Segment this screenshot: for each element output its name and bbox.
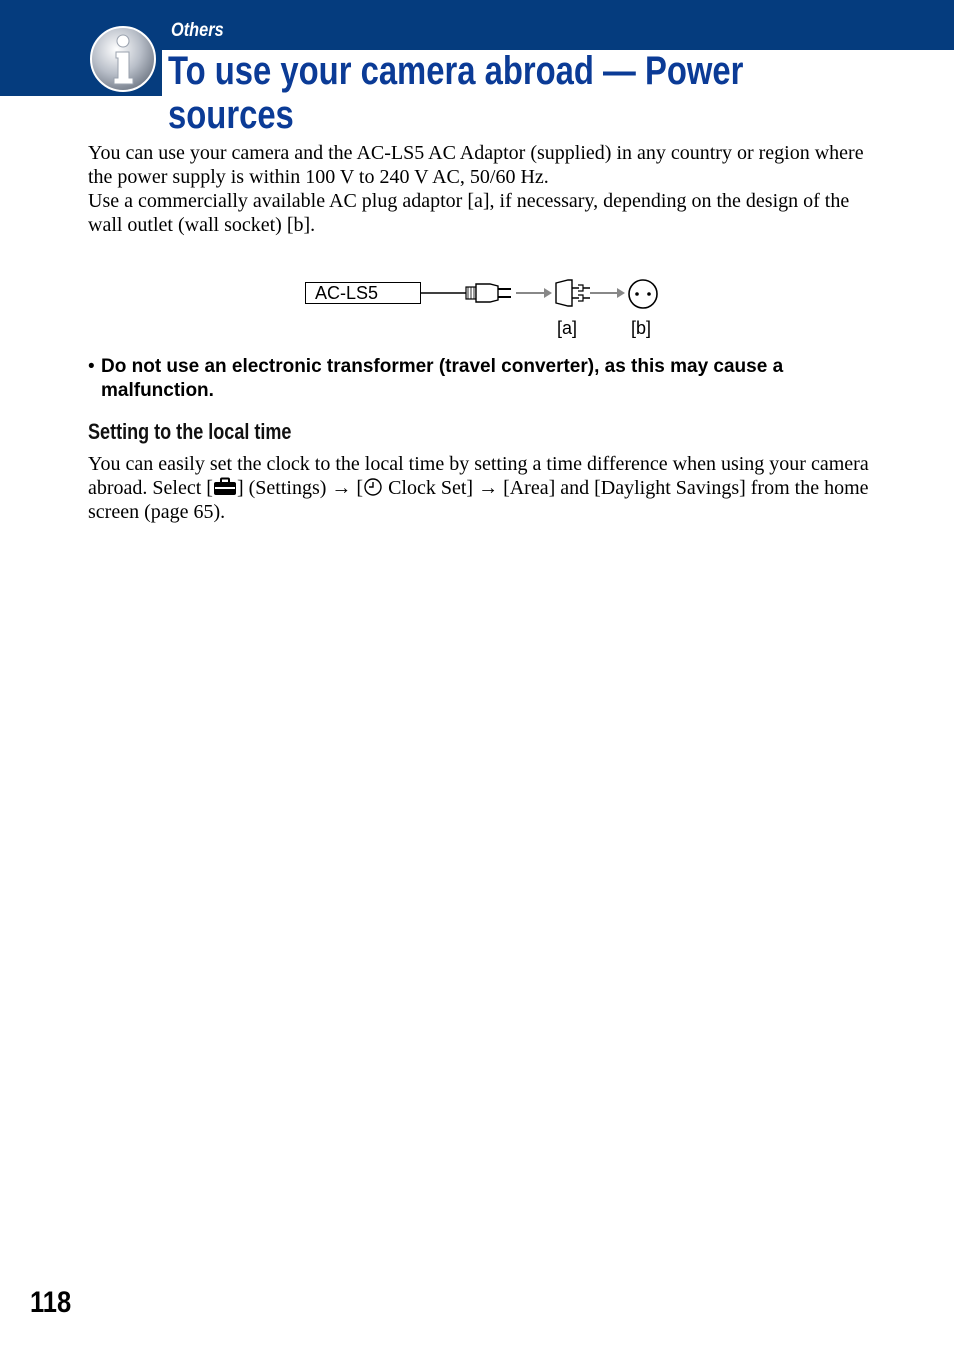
page-title: To use your camera abroad — Power sources: [168, 49, 744, 137]
ac-adaptor-plug-icon: [421, 284, 511, 302]
toolbox-settings-icon: [213, 477, 237, 497]
area-text: [Area] and [Daylight Savings] from the home screen (page 65).: [88, 477, 869, 523]
ac-adaptor-label: AC-LS5: [305, 282, 421, 304]
info-icon: [84, 22, 162, 96]
intro-paragraph: You can use your camera and the AC-LS5 AC Adaptor (supplied) in any country or region where the power supply is within 100 V to 240 V AC, 50/60 Hz.: [88, 142, 864, 188]
local-time-text-start: You can easily set the clock to the local time by setting a time difference when using your camera abroad. Select [: [88, 453, 869, 499]
warning-note: [88, 355, 888, 403]
bullet: •: [88, 356, 95, 377]
label-wall-outlet: [b]: [631, 318, 652, 338]
power-connection-diagram: [300, 272, 680, 350]
page-number: 118: [30, 1286, 72, 1319]
arrow-right-icon: →: [331, 477, 352, 499]
arrow-right-icon: [590, 288, 625, 298]
settings-text: ] (Settings): [236, 477, 327, 499]
local-time-paragraph: [88, 452, 878, 524]
wall-outlet-icon: [629, 280, 657, 308]
arrow-right-icon: →: [478, 477, 499, 499]
arrow-right-icon: [516, 288, 552, 298]
clock-icon: [363, 477, 383, 497]
label-plug-adaptor: [a]: [557, 318, 578, 338]
bracket-open: [: [356, 477, 364, 499]
plug-adaptor-icon: [556, 280, 590, 306]
plug-adaptor-paragraph: Use a commercially available AC plug adaptor [a], if necessary, depending on the design of the wall outlet (wall socket) [b].: [88, 190, 850, 236]
clock-set-text: Clock Set]: [388, 477, 474, 499]
section-heading: Setting to the local time: [88, 419, 292, 444]
warning-text: Do not use an electronic transformer (travel converter), as this may cause a malfunction.: [101, 356, 784, 401]
section-label: Others: [171, 20, 224, 41]
